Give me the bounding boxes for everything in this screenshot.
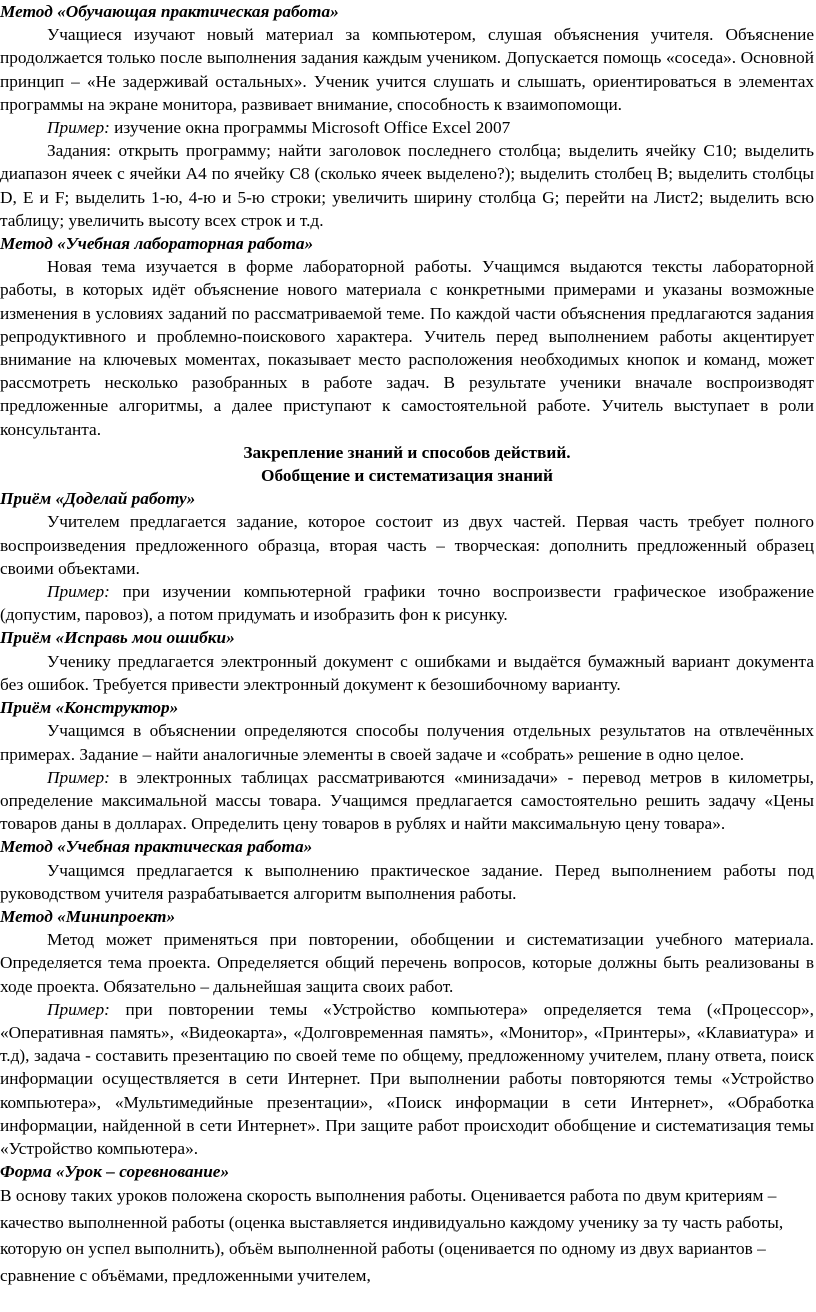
heading-prakticheskaya: Метод «Учебная практическая работа» [0, 837, 313, 857]
example-label: Пример: [47, 582, 110, 602]
example-text: в электронных таблицах рассматриваются «минизадачи» - перевод метров в километры, определение максимальной массы товара. Учащимся предлагается самостоятельно решить задачу «Цены товаров даны в долларах. Определить цену товаров в рублях и найти максимальную цену товара». [0, 767, 814, 834]
heading-sorevnovanie: Форма «Урок – соревнование» [0, 1162, 230, 1182]
paragraph: Учащиеся изучают новый материал за компьютером, слушая объяснения учителя. Объяснение продолжается только после выполнения задания каждым учеником. Допускается помощь «соседа». Основной принцип – «Не задерживай остальных». Ученик учится слушать и слышать, ориентироваться в элементах программы на экране монитора, развивает внимание, способность к взаимопомощи. [0, 25, 814, 114]
heading-dodelay: Приём «Доделай работу» [0, 489, 196, 509]
example-label: Пример: [47, 118, 110, 138]
paragraph: Ученику предлагается электронный документ с ошибками и выдаётся бумажный вариант документа без ошибок. Требуется привести электронный документ к безошибочному варианту. [0, 651, 814, 694]
paragraph: Новая тема изучается в форме лабораторной работы. Учащимся выдаются тексты лабораторной работы, в которых идёт объяснение нового материала с конкретными примерами и указаны возможные изменения в условиях заданий по рассматриваемой теме. По каждой части объяснения предлагаются задания репродуктивного и проблемно-поискового характера. Учитель перед выполнением работы акцентирует внимание на ключевых моментах, показывает место расположения необходимых кнопок и команд, может рассмотреть несколько разобранных в работе задач. В результате ученики вначале воспроизводят предложенные алгоритмы, а далее приступают к самостоятельной работе. Учитель выступает в роли консультанта. [0, 257, 814, 439]
heading-laboratornaya: Метод «Учебная лабораторная работа» [0, 234, 314, 254]
example-label: Пример: [47, 767, 110, 787]
heading-isprav: Приём «Исправь мои ошибки» [0, 628, 235, 648]
example-label: Пример: [47, 999, 110, 1019]
example-paragraph [0, 766, 814, 836]
section-title: Обобщение и систематизация знаний [261, 466, 553, 486]
section-title: Закрепление знаний и способов действий. [243, 442, 571, 462]
example-paragraph [0, 580, 814, 626]
paragraph: Метод может применяться при повторении, обобщении и систематизации учебного материала. Определяется тема проекта. Определяется общий перечень вопросов, которые должны быть реализованы в ходе проекта. Обязательно – дальнейшая защита своих работ. [0, 930, 814, 996]
paragraph: Учащимся предлагается к выполнению практическое задание. Перед выполнением работы под руководством учителя разрабатывается алгоритм выполнения работы. [0, 860, 814, 903]
paragraph: Учащимся в объяснении определяются способы получения отдельных результатов на отвлечённых примерах. Задание – найти аналогичные элементы в своей задаче и «собрать» решение в одно целое. [0, 721, 814, 764]
paragraph: Задания: открыть программу; найти заголовок последнего столбца; выделить ячейку С10; выделить диапазон ячеек с ячейки А4 по ячейку С8 (сколько ячеек выделено?); выделить столбец В; выделить столбцы D, E и F; выделить 1-ю, 4-ю и 5-ю строки; увеличить ширину столбца G; перейти на Лист2; выделить всю таблицу; увеличить высоту всех строк и т.д. [0, 141, 814, 230]
example-paragraph [0, 116, 814, 139]
heading-miniproekt: Метод «Минипроект» [0, 906, 176, 926]
heading-konstruktor: Приём «Конструктор» [0, 698, 179, 718]
heading-obuchayushchaya: Метод «Обучающая практическая работа» [0, 2, 339, 21]
example-text: при изучении компьютерной графики точно воспроизвести графическое изображение (допустим, паровоз), а потом придумать и изобразить фон к рисунку. [0, 582, 814, 625]
example-text: изучение окна программы Microsoft Office Excel 2007 [109, 118, 511, 138]
example-text: при повторении темы «Устройство компьютера» определяется тема («Процессор», «Оперативная память», «Видеокарта», «Долговременная память», «Монитор», «Принтеры», «Клавиатура» и т.д), задача - составить презентацию по своей теме по общему, предложенному учителем, плану ответа, поиск информации осуществляется в сети Интернет. При выполнении работы повторяются темы «Устройство компьютера», «Мультимедийные презентации», «Поиск информации в сети Интернет», «Обработка информации, найденной в сети Интернет». При защите работ происходит обобщение и систематизация темы «Устройство компьютера». [0, 999, 814, 1158]
paragraph-last: В основу таких уроков положена скорость выполнения работы. Оценивается работа по двум критериям – качество выполненной работы (оценка выставляется индивидуально каждому ученику за ту часть работы, которую он успел выполнить), объём выполненной работы (оценивается по одному из двух вариантов – сравнение с объёмами, предложенными учителем, [0, 1186, 784, 1285]
paragraph: Учителем предлагается задание, которое состоит из двух частей. Первая часть требует полного воспроизведения предложенного образца, вторая часть – творческая: дополнить предложенный образец своими объектами. [0, 512, 814, 578]
example-paragraph [0, 998, 814, 1160]
